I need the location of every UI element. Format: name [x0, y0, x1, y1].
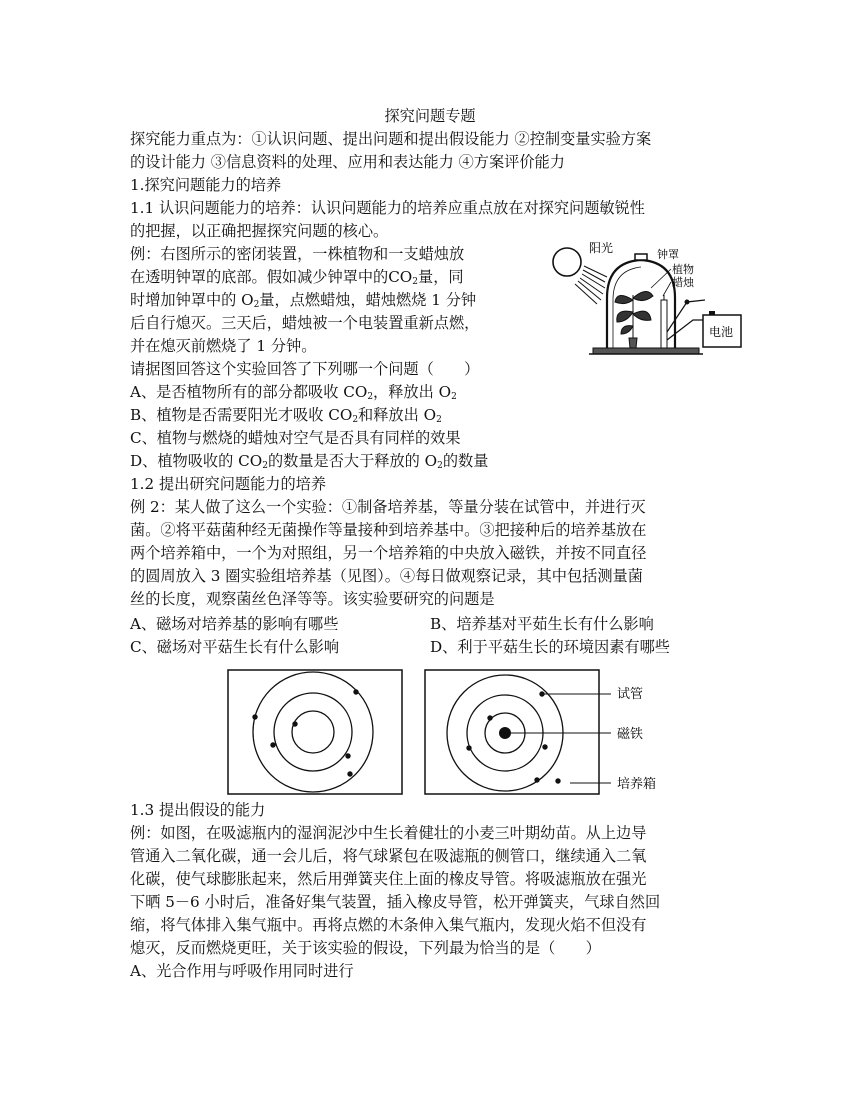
example-2-options-row-2 — [130, 636, 730, 659]
example-1-line-4: 后自行熄灭。三天后，蜡烛被一个电装置重新点燃， — [130, 314, 480, 332]
incubator-figure — [225, 668, 675, 798]
magnet-icon — [499, 727, 511, 739]
section-1-1-line-2: 的把握，以正确把握探究问题的核心。 — [130, 222, 389, 240]
example-1-option-a: A、是否植物所有的部分都吸收 $CO_2$，释放出 $O_2$ — [130, 383, 457, 402]
example-2-line-3: 两个培养箱中，一个为对照组，另一个培养箱的中央放入磁铁，并按不同直径 — [130, 544, 647, 562]
base-plate — [593, 348, 699, 354]
section-1-heading: 1.探究问题能力的培养 — [130, 176, 282, 194]
battery-label: 电池 — [709, 325, 734, 339]
sun-icon — [553, 248, 581, 276]
example-2-option-d: D、利于平菇生长的环境因素有哪些 — [430, 638, 670, 656]
bell-jar-figure — [545, 240, 750, 362]
intro-line-1: 探究能力重点为：①认识问题、提出问题和提出假设能力 ②控制变量实验方案 — [130, 130, 652, 148]
example-2-option-a: A、磁场对培养基的影响有哪些 — [130, 615, 339, 633]
candle-label: 蜡烛 — [672, 277, 694, 289]
bell-label: 钟罩 — [657, 249, 679, 261]
example-2-option-c: C、磁场对平菇生长有什么影响 — [130, 638, 340, 656]
section-1-3-heading: 1.3 提出假设的能力 — [130, 801, 266, 819]
example-1-line-3: 时增加钟罩中的 $O_2$量，点燃蜡烛，蜡烛燃烧 1 分钟 — [130, 291, 477, 310]
example-3-line-2: 管通入二氧化碳，通一会儿后，将气球紧包在吸滤瓶的侧管口，继续通入二氧 — [130, 847, 647, 865]
example-3-option-a: A、光合作用与呼吸作用同时进行 — [130, 962, 354, 980]
example-3-line-1: 例：如图，在吸滤瓶内的湿润泥沙中生长着健壮的小麦三叶期幼苗。从上边导 — [130, 824, 647, 842]
example-1-option-b: B、植物是否需要阳光才吸收 $CO_2$和释放出 $O_2$ — [130, 406, 442, 425]
example-1-question: 请据图回答这个实验回答了下列哪一个问题（ ） — [130, 360, 480, 378]
example-1-line-5: 并在熄灭前燃烧了 1 分钟。 — [130, 337, 317, 355]
example-1-line-2: 在透明钟罩的底部。假如减少钟罩中的$CO_2$量，同 — [130, 268, 464, 287]
example-2-line-5: 丝的长度，观察菌丝色泽等等。该实验要研究的问题是 — [130, 590, 495, 608]
example-2-options-row-1 — [130, 613, 730, 636]
plant-label: 植物 — [672, 264, 694, 276]
example-2-line-2: 菌。②将平菇菌种经无菌操作等量接种到培养基中。③把接种后的培养基放在 — [130, 521, 647, 539]
example-1-line-1: 例：右图所示的密闭装置，一株植物和一支蜡烛放 — [130, 245, 465, 263]
example-2-line-1: 例 2：某人做了这么一个实验：①制备培养基，等量分装在试管中，并进行灭 — [130, 498, 646, 516]
incubator-label: 培养箱 — [617, 776, 657, 791]
intro-line-2: 的设计能力 ③信息资料的处理、应用和表达能力 ④方案评价能力 — [130, 153, 565, 171]
example-1-option-d: D、植物吸收的 $CO_2$的数量是否大于释放的 $O_2$的数量 — [130, 452, 489, 471]
experimental-incubator — [425, 670, 599, 794]
example-3-line-6: 熄灭，反而燃烧更旺，关于该实验的假设，下列最为恰当的是（ ） — [130, 939, 601, 957]
candle-icon — [661, 295, 667, 348]
section-1-2-heading: 1.2 提出研究问题能力的培养 — [130, 475, 327, 493]
tube-label: 试管 — [617, 686, 644, 701]
page-title: 探究问题专题 — [384, 107, 476, 125]
control-incubator — [228, 670, 402, 794]
example-1-option-c: C、植物与燃烧的蜡烛对空气是否具有同样的效果 — [130, 429, 461, 447]
magnet-label: 磁铁 — [617, 726, 644, 741]
example-3-line-3: 化碳，使气球膨胀起来，然后用弹簧夹住上面的橡皮导管。将吸滤瓶放在强光 — [130, 870, 647, 888]
example-3-line-4: 下晒 5－6 小时后，准备好集气装置，插入橡皮导管，松开弹簧夹，气球自然回 — [130, 893, 661, 911]
example-2-line-4: 的圆周放入 3 圈实验组培养基（见图）。④每日做观察记录，其中包括测量菌 — [130, 567, 643, 585]
section-1-1-line-1: 1.1 认识问题能力的培养：认识问题能力的培养应重点放在对探究问题敏锐性 — [130, 199, 645, 217]
example-2-option-b: B、培养基对平茹生长有什么影响 — [430, 615, 654, 633]
example-3-line-5: 缩，将气体排入集气瓶中。再将点燃的木条伸入集气瓶内，发现火焰不但没有 — [130, 916, 647, 934]
plant-icon — [615, 291, 653, 348]
sun-label: 阳光 — [589, 241, 614, 255]
